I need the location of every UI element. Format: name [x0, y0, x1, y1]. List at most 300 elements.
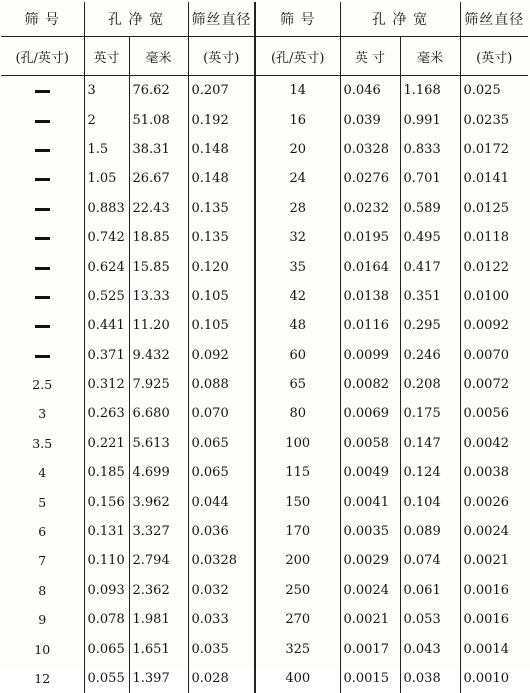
- opening-mm-cell-value: 0.417: [403, 259, 441, 275]
- opening-mm-cell-value: 0.701: [403, 171, 441, 187]
- mesh-cell-value: 80: [289, 406, 307, 422]
- opening-mm-cell-value: 0.351: [403, 288, 441, 304]
- opening-inch-cell-value: 0.156: [87, 494, 125, 510]
- opening-mm-cell-value: 0.495: [403, 230, 441, 246]
- opening-mm-cell: [400, 576, 460, 605]
- opening-inch-cell: [340, 370, 400, 399]
- mesh-cell: [255, 135, 340, 164]
- opening-inch-cell-value: 1.05: [87, 171, 117, 187]
- wire-diameter-cell: [460, 252, 528, 281]
- opening-mm-cell-value: 0.061: [403, 582, 441, 598]
- wire-diameter-cell-value: 0.0172: [463, 141, 509, 157]
- wire-diameter-cell: [460, 341, 528, 370]
- opening-mm-cell: [129, 341, 188, 370]
- wire-diameter-cell: [188, 487, 255, 516]
- opening-inch-cell: [340, 487, 400, 516]
- opening-mm-cell-value: 0.246: [403, 347, 441, 363]
- opening-inch-cell: [84, 135, 129, 164]
- opening-mm-cell-value: 0.043: [403, 641, 441, 657]
- opening-mm-cell: [129, 546, 188, 575]
- header-mesh-unit-left: (孔/英寸): [1, 37, 84, 76]
- opening-inch-cell-value: 0.883: [87, 200, 125, 216]
- opening-inch-cell: [340, 458, 400, 487]
- opening-inch-cell: [84, 605, 129, 634]
- mesh-cell: [255, 194, 340, 223]
- opening-mm-cell: [400, 105, 460, 134]
- opening-mm-cell-value: 3.327: [132, 524, 170, 540]
- wire-diameter-cell: [460, 105, 528, 134]
- opening-mm-cell: [400, 487, 460, 516]
- mesh-cell: [255, 311, 340, 340]
- opening-mm-cell-value: 0.104: [403, 494, 441, 510]
- wire-diameter-cell: [188, 105, 255, 134]
- wire-diameter-cell: [188, 399, 255, 428]
- opening-mm-cell-value: 38.31: [132, 141, 170, 157]
- wire-diameter-cell-value: 0.0122: [463, 259, 509, 275]
- header-mm-left: 毫米: [129, 37, 188, 76]
- opening-inch-cell: [340, 341, 400, 370]
- opening-inch-cell-value: 0.525: [87, 288, 125, 304]
- wire-diameter-cell-value: 0.0328: [191, 553, 237, 569]
- mesh-cell-value: 60: [289, 347, 307, 363]
- opening-mm-cell: [400, 135, 460, 164]
- wire-diameter-cell: [188, 370, 255, 399]
- opening-inch-cell-value: 0.0058: [343, 435, 389, 451]
- wire-diameter-cell-value: 0.0118: [463, 230, 509, 246]
- wire-diameter-cell: [188, 223, 255, 252]
- opening-inch-cell: [84, 164, 129, 193]
- table-row: [1, 399, 528, 428]
- wire-diameter-cell-value: 0.0026: [463, 494, 509, 510]
- opening-inch-cell: [340, 76, 400, 106]
- opening-mm-cell: [400, 429, 460, 458]
- mesh-cell-value: 5: [38, 494, 47, 510]
- opening-inch-cell: [84, 311, 129, 340]
- wire-diameter-cell-value: 0.207: [191, 83, 229, 99]
- opening-mm-cell-value: 15.85: [132, 259, 170, 275]
- opening-mm-cell: [129, 487, 188, 516]
- wire-diameter-cell-value: 0.0100: [463, 288, 509, 304]
- mesh-cell-value: [35, 296, 50, 299]
- wire-diameter-cell-value: 0.088: [191, 377, 229, 393]
- wire-diameter-cell-value: 0.044: [191, 494, 229, 510]
- wire-diameter-cell-value: 0.0038: [463, 465, 509, 481]
- opening-inch-cell: [84, 576, 129, 605]
- opening-inch-cell-value: 0.0049: [343, 465, 389, 481]
- wire-diameter-cell-value: 0.092: [191, 347, 229, 363]
- wire-diameter-cell-value: 0.0010: [463, 671, 509, 686]
- opening-inch-cell: [84, 341, 129, 370]
- header-row-2: [1, 37, 528, 76]
- opening-inch-cell: [84, 370, 129, 399]
- mesh-cell-value: 115: [285, 465, 311, 481]
- opening-mm-cell: [400, 664, 460, 693]
- mesh-cell-value: [35, 120, 50, 123]
- opening-mm-cell: [129, 252, 188, 281]
- table-row: [1, 664, 528, 693]
- opening-mm-cell: [400, 546, 460, 575]
- opening-mm-cell: [129, 223, 188, 252]
- opening-mm-cell: [129, 164, 188, 193]
- wire-diameter-cell: [460, 223, 528, 252]
- wire-diameter-cell-value: 0.120: [191, 259, 229, 275]
- opening-mm-cell-value: 11.20: [132, 318, 170, 334]
- wire-diameter-cell: [460, 664, 528, 693]
- mesh-cell: [255, 282, 340, 311]
- wire-diameter-cell-value: 0.135: [191, 200, 229, 216]
- mesh-cell-value: 42: [289, 288, 307, 304]
- wire-diameter-cell-value: 0.148: [191, 171, 229, 187]
- wire-diameter-cell-value: 0.0016: [463, 612, 509, 628]
- opening-inch-cell-value: 0.0021: [343, 612, 389, 628]
- opening-inch-cell-value: 0.0195: [343, 230, 389, 246]
- mesh-cell: [255, 576, 340, 605]
- opening-inch-cell: [340, 164, 400, 193]
- mesh-cell-value: [35, 90, 50, 93]
- wire-diameter-cell-value: 0.0141: [463, 171, 509, 187]
- opening-inch-cell-value: 2: [87, 112, 96, 128]
- mesh-cell: [255, 164, 340, 193]
- opening-inch-cell-value: 0.263: [87, 406, 125, 422]
- header-wire-unit-left: (英寸): [188, 37, 255, 76]
- opening-mm-cell: [129, 605, 188, 634]
- opening-inch-cell: [84, 282, 129, 311]
- wire-diameter-cell: [460, 458, 528, 487]
- mesh-cell-value: [35, 208, 50, 211]
- opening-mm-cell-value: 22.43: [132, 200, 170, 216]
- wire-diameter-cell: [188, 252, 255, 281]
- opening-mm-cell: [129, 76, 188, 106]
- table-row: [1, 458, 528, 487]
- wire-diameter-cell-value: 0.135: [191, 230, 229, 246]
- wire-diameter-cell-value: 0.0125: [463, 200, 509, 216]
- opening-mm-cell: [400, 311, 460, 340]
- mesh-cell: [255, 252, 340, 281]
- opening-mm-cell: [400, 194, 460, 223]
- opening-mm-cell: [129, 399, 188, 428]
- opening-mm-cell: [400, 605, 460, 634]
- opening-inch-cell: [340, 105, 400, 134]
- table-row: [1, 76, 528, 106]
- wire-diameter-cell: [460, 605, 528, 634]
- opening-mm-cell: [400, 517, 460, 546]
- mesh-cell-value: [35, 325, 50, 328]
- opening-inch-cell-value: 0.312: [87, 377, 125, 393]
- opening-inch-cell: [84, 664, 129, 693]
- mesh-cell: [255, 341, 340, 370]
- mesh-cell-value: 200: [285, 553, 311, 569]
- opening-inch-cell: [84, 76, 129, 106]
- mesh-cell: [255, 399, 340, 428]
- opening-mm-cell-value: 9.432: [132, 347, 170, 363]
- wire-diameter-cell: [188, 135, 255, 164]
- header-wire-left: 筛丝直径: [188, 2, 255, 37]
- mesh-cell: [255, 223, 340, 252]
- header-mesh-left: 筛 号: [1, 2, 84, 37]
- header-mm-right: 毫米: [400, 37, 460, 76]
- opening-mm-cell-value: 5.613: [132, 435, 170, 451]
- wire-diameter-cell-value: 0.0070: [463, 347, 509, 363]
- wire-diameter-cell-value: 0.0016: [463, 582, 509, 598]
- opening-inch-cell-value: 0.0328: [343, 141, 389, 157]
- table-row: [1, 311, 528, 340]
- wire-diameter-cell: [188, 164, 255, 193]
- wire-diameter-cell-value: 0.0014: [463, 641, 509, 657]
- opening-mm-cell-value: 0.175: [403, 406, 441, 422]
- wire-diameter-cell: [460, 282, 528, 311]
- opening-mm-cell: [129, 311, 188, 340]
- opening-mm-cell: [129, 370, 188, 399]
- mesh-cell: [1, 164, 84, 193]
- opening-mm-cell-value: 3.962: [132, 494, 170, 510]
- mesh-cell-value: 150: [285, 494, 311, 510]
- table-row: [1, 576, 528, 605]
- opening-mm-cell-value: 0.295: [403, 318, 441, 334]
- mesh-cell-value: 325: [285, 641, 311, 657]
- wire-diameter-cell: [460, 576, 528, 605]
- opening-inch-cell-value: 0.0069: [343, 406, 389, 422]
- opening-inch-cell: [84, 105, 129, 134]
- wire-diameter-cell: [188, 194, 255, 223]
- mesh-cell: [255, 487, 340, 516]
- opening-inch-cell-value: 0.046: [343, 83, 381, 99]
- opening-mm-cell: [400, 634, 460, 663]
- wire-diameter-cell: [460, 517, 528, 546]
- mesh-cell: [1, 487, 84, 516]
- mesh-cell-value: 12: [34, 671, 51, 686]
- opening-inch-cell: [84, 194, 129, 223]
- opening-mm-cell: [129, 282, 188, 311]
- opening-inch-cell: [84, 487, 129, 516]
- opening-inch-cell-value: 0.0164: [343, 259, 389, 275]
- opening-mm-cell: [129, 105, 188, 134]
- opening-mm-cell-value: 4.699: [132, 465, 170, 481]
- opening-inch-cell-value: 0.0029: [343, 553, 389, 569]
- mesh-cell-value: [35, 267, 50, 270]
- opening-mm-cell: [400, 282, 460, 311]
- mesh-cell-value: 8: [38, 582, 47, 598]
- wire-diameter-cell-value: 0.0092: [463, 318, 509, 334]
- mesh-cell-value: 270: [285, 612, 311, 628]
- wire-diameter-cell: [188, 341, 255, 370]
- opening-inch-cell-value: 0.624: [87, 259, 125, 275]
- mesh-cell-value: 400: [285, 671, 311, 686]
- mesh-cell: [255, 458, 340, 487]
- mesh-cell-value: 9: [38, 612, 47, 628]
- wire-diameter-cell-value: 0.0042: [463, 435, 509, 451]
- mesh-cell-value: 3.5: [32, 435, 53, 451]
- table-row: [1, 546, 528, 575]
- opening-inch-cell: [340, 194, 400, 223]
- wire-diameter-cell: [188, 664, 255, 693]
- wire-diameter-cell: [188, 458, 255, 487]
- mesh-cell: [1, 76, 84, 106]
- header-opening-right: 孔 净 宽: [340, 2, 460, 37]
- mesh-cell: [1, 429, 84, 458]
- opening-inch-cell-value: 0.039: [343, 112, 381, 128]
- opening-mm-cell: [129, 429, 188, 458]
- mesh-cell-value: [35, 355, 50, 358]
- mesh-cell-value: 65: [289, 377, 307, 393]
- header-inch-right: 英 寸: [340, 37, 400, 76]
- sieve-size-table: [1, 2, 528, 693]
- mesh-cell: [255, 664, 340, 693]
- wire-diameter-cell-value: 0.105: [191, 288, 229, 304]
- mesh-cell: [1, 664, 84, 693]
- table-row: [1, 105, 528, 134]
- mesh-cell-value: 3: [38, 406, 47, 422]
- opening-inch-cell-value: 0.131: [87, 524, 125, 540]
- mesh-cell-value: [35, 237, 50, 240]
- mesh-cell-value: 170: [285, 524, 311, 540]
- opening-inch-cell-value: 0.0138: [343, 288, 389, 304]
- wire-diameter-cell-value: 0.065: [191, 435, 229, 451]
- wire-diameter-cell-value: 0.0024: [463, 524, 509, 540]
- wire-diameter-cell: [460, 487, 528, 516]
- mesh-cell-value: 100: [285, 435, 311, 451]
- mesh-cell-value: [35, 149, 50, 152]
- mesh-cell: [1, 311, 84, 340]
- opening-inch-cell-value: 0.0116: [343, 318, 389, 334]
- opening-mm-cell-value: 6.680: [132, 406, 170, 422]
- opening-inch-cell-value: 0.0017: [343, 641, 389, 657]
- opening-mm-cell-value: 2.362: [132, 582, 170, 598]
- header-inch-left: 英寸: [84, 37, 129, 76]
- opening-inch-cell-value: 0.0232: [343, 200, 389, 216]
- wire-diameter-cell-value: 0.192: [191, 112, 229, 128]
- opening-inch-cell: [340, 634, 400, 663]
- opening-inch-cell: [84, 252, 129, 281]
- opening-inch-cell: [84, 429, 129, 458]
- opening-mm-cell-value: 0.053: [403, 612, 441, 628]
- table-row: [1, 164, 528, 193]
- mesh-cell: [1, 634, 84, 663]
- opening-inch-cell-value: 0.110: [87, 553, 125, 569]
- wire-diameter-cell: [460, 311, 528, 340]
- wire-diameter-cell: [460, 164, 528, 193]
- opening-inch-cell-value: 1.5: [87, 141, 109, 157]
- opening-mm-cell-value: 0.089: [403, 524, 441, 540]
- table-row: [1, 370, 528, 399]
- wire-diameter-cell-value: 0.070: [191, 406, 229, 422]
- mesh-cell: [255, 634, 340, 663]
- opening-inch-cell-value: 0.221: [87, 435, 125, 451]
- header-wire-unit-right: (英寸): [460, 37, 528, 76]
- wire-diameter-cell-value: 0.0056: [463, 406, 509, 422]
- mesh-cell: [1, 458, 84, 487]
- mesh-cell: [1, 341, 84, 370]
- opening-inch-cell-value: 0.371: [87, 347, 125, 363]
- mesh-cell: [255, 105, 340, 134]
- opening-inch-cell: [340, 517, 400, 546]
- mesh-cell-value: 14: [289, 83, 307, 99]
- wire-diameter-cell-value: 0.0021: [463, 553, 509, 569]
- mesh-cell-value: 250: [285, 582, 311, 598]
- mesh-cell: [255, 546, 340, 575]
- mesh-cell: [1, 105, 84, 134]
- opening-mm-cell-value: 0.833: [403, 141, 441, 157]
- mesh-cell: [255, 370, 340, 399]
- wire-diameter-cell: [188, 311, 255, 340]
- mesh-cell: [255, 76, 340, 106]
- opening-inch-cell: [84, 634, 129, 663]
- opening-mm-cell: [400, 399, 460, 428]
- header-opening-left: 孔 净 宽: [84, 2, 188, 37]
- wire-diameter-cell: [460, 634, 528, 663]
- opening-inch-cell: [84, 399, 129, 428]
- opening-mm-cell: [400, 223, 460, 252]
- opening-inch-cell: [340, 546, 400, 575]
- wire-diameter-cell: [188, 605, 255, 634]
- mesh-cell-value: [35, 178, 50, 181]
- opening-mm-cell-value: 51.08: [132, 112, 170, 128]
- opening-mm-cell-value: 7.925: [132, 377, 170, 393]
- wire-diameter-cell-value: 0.032: [191, 582, 229, 598]
- wire-diameter-cell-value: 0.033: [191, 612, 229, 628]
- opening-mm-cell-value: 1.397: [132, 671, 170, 686]
- opening-mm-cell-value: 13.33: [132, 288, 170, 304]
- opening-inch-cell-value: 3: [87, 83, 96, 99]
- wire-diameter-cell-value: 0.0235: [463, 112, 509, 128]
- mesh-cell: [1, 546, 84, 575]
- table-row: [1, 194, 528, 223]
- opening-mm-cell: [400, 164, 460, 193]
- opening-inch-cell-value: 0.0015: [343, 671, 389, 686]
- opening-mm-cell-value: 26.67: [132, 171, 170, 187]
- wire-diameter-cell: [460, 76, 528, 106]
- opening-inch-cell-value: 0.0082: [343, 377, 389, 393]
- wire-diameter-cell: [460, 370, 528, 399]
- opening-mm-cell-value: 1.981: [132, 612, 170, 628]
- opening-inch-cell-value: 0.0024: [343, 582, 389, 598]
- table-row: [1, 282, 528, 311]
- opening-inch-cell: [340, 664, 400, 693]
- mesh-cell-value: 28: [289, 200, 307, 216]
- opening-inch-cell: [340, 576, 400, 605]
- mesh-cell: [1, 282, 84, 311]
- header-mesh-unit-right: (孔/英寸): [255, 37, 340, 76]
- opening-inch-cell-value: 0.441: [87, 318, 125, 334]
- mesh-cell-value: 48: [289, 318, 307, 334]
- opening-mm-cell-value: 2.794: [132, 553, 170, 569]
- table-row: [1, 341, 528, 370]
- opening-mm-cell-value: 0.147: [403, 435, 441, 451]
- opening-inch-cell: [340, 399, 400, 428]
- opening-inch-cell: [340, 135, 400, 164]
- mesh-cell-value: 20: [289, 141, 307, 157]
- table-row: [1, 135, 528, 164]
- wire-diameter-cell-value: 0.105: [191, 318, 229, 334]
- header-mesh-right: 筛 号: [255, 2, 340, 37]
- opening-inch-cell-value: 0.0041: [343, 494, 389, 510]
- opening-inch-cell: [340, 429, 400, 458]
- mesh-cell: [1, 517, 84, 546]
- wire-diameter-cell: [460, 429, 528, 458]
- wire-diameter-cell-value: 0.0072: [463, 377, 509, 393]
- opening-inch-cell-value: 0.093: [87, 582, 125, 598]
- mesh-cell: [1, 605, 84, 634]
- opening-inch-cell: [84, 458, 129, 487]
- opening-mm-cell-value: 0.124: [403, 465, 441, 481]
- table-row: [1, 634, 528, 663]
- mesh-cell-value: 2.5: [32, 377, 53, 393]
- wire-diameter-cell: [188, 429, 255, 458]
- mesh-cell: [1, 576, 84, 605]
- opening-inch-cell: [340, 223, 400, 252]
- mesh-cell-value: 35: [289, 259, 307, 275]
- wire-diameter-cell: [188, 576, 255, 605]
- wire-diameter-cell: [188, 76, 255, 106]
